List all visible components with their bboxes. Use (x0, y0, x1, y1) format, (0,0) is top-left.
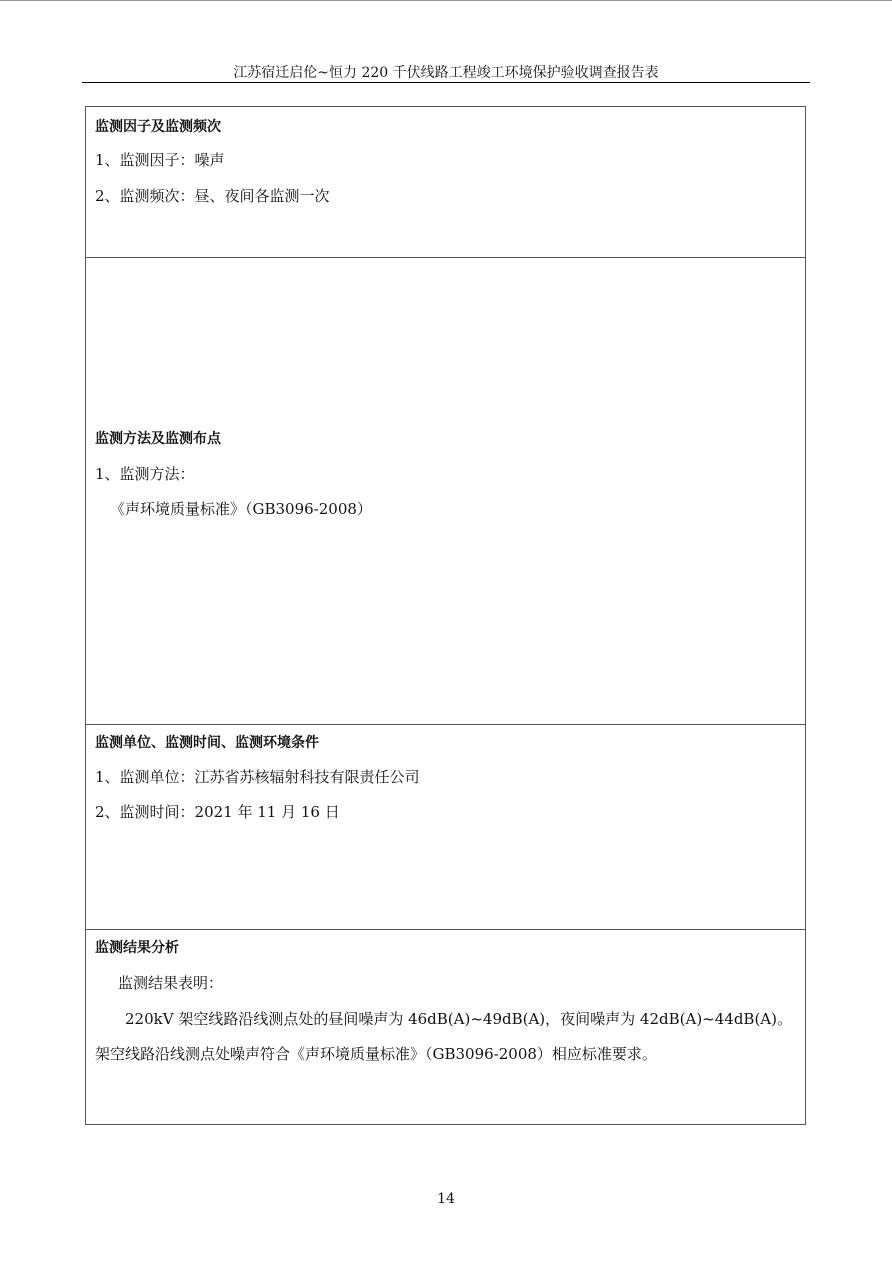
date-line: 2、监测时间：2021 年 11 月 16 日 (95, 803, 340, 821)
unit-line: 1、监测单位：江苏省苏核辐射科技有限责任公司 (95, 768, 420, 786)
section-monitoring-unit (86, 724, 805, 929)
factor-line: 1、监测因子：噪声 (95, 151, 225, 169)
section-monitoring-method (86, 257, 805, 724)
frequency-line: 2、监测频次：昼、夜间各监测一次 (95, 187, 330, 205)
result-paragraph: 220kV 架空线路沿线测点处的昼间噪声为 46dB(A)~49dB(A)，夜间噪声为 42dB(A)~44dB(A)。架空线路沿线测点处噪声符合《声环境质量标准》（GB3096-2008）相应标准要求。 (95, 1010, 792, 1063)
section-heading: 监测因子及监测频次 (95, 119, 221, 135)
section-heading: 监测结果分析 (95, 940, 179, 956)
page-number: 14 (437, 1191, 455, 1207)
section-heading: 监测方法及监测布点 (95, 431, 221, 447)
method-line: 1、监测方法： (95, 465, 195, 483)
method-standard: 《声环境质量标准》（GB3096-2008） (110, 500, 372, 518)
page-header-title: 江苏宿迁启伦~恒力 220 千伏线路工程竣工环境保护验收调查报告表 (233, 65, 659, 81)
section-heading: 监测单位、监测时间、监测环境条件 (95, 735, 319, 751)
section-monitoring-factors (86, 107, 805, 257)
header-rule (82, 82, 810, 83)
report-table (85, 106, 806, 1125)
section-monitoring-results (86, 929, 805, 1126)
result-intro: 监测结果表明： (118, 974, 224, 992)
page-top-border (0, 0, 892, 1)
